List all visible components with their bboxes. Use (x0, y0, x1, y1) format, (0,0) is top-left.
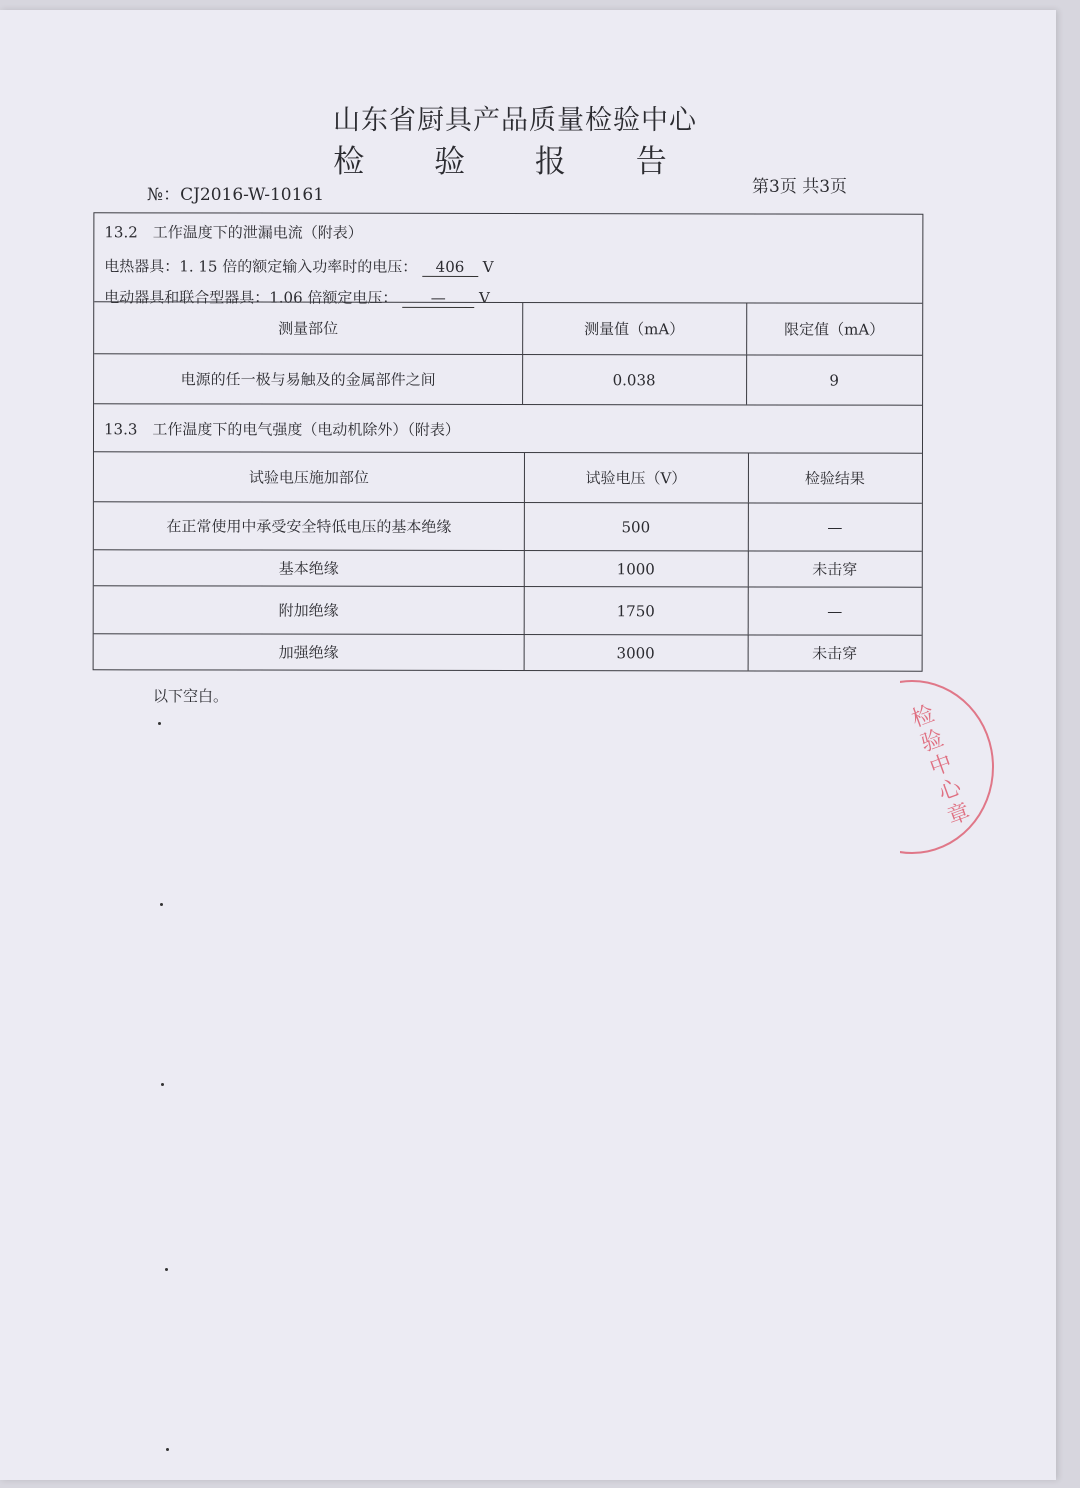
col-header-limit: 限定值（mA） (784, 320, 885, 339)
line2-unit: V (478, 288, 490, 307)
row-voltage: 1750 (616, 601, 655, 620)
report-table (93, 212, 924, 671)
section-13-3-heading: 13.3 工作温度下的电气强度（电动机除外）（附表） (104, 420, 460, 439)
table-row (94, 501, 922, 550)
org-name: 山东省厨具产品质量检验中心 (333, 105, 697, 136)
binder-mark (166, 1448, 169, 1451)
col-header-result: 检验结果 (804, 469, 865, 488)
section-13-3-heading-row (94, 403, 922, 452)
binder-mark (158, 722, 161, 725)
col-header-voltage: 试验电压（V） (585, 469, 687, 488)
table-row (94, 585, 922, 634)
col-header-measured: 测量值（mA） (584, 320, 685, 339)
table-row (94, 633, 922, 670)
row-part: 电源的任一极与易触及的金属部件之间 (180, 370, 436, 389)
table-header-row (94, 451, 922, 502)
binder-mark (161, 1083, 164, 1086)
table-row (94, 549, 922, 586)
doc-title: 检 验 报 告 (333, 144, 697, 180)
report-number: №：CJ2016-W-10161 (147, 185, 325, 205)
row-part: 加强绝缘 (278, 643, 339, 662)
line2-label: 电动器具和联合型器具：1.06 倍额定电压： (104, 288, 398, 307)
line2-value: — (402, 289, 474, 308)
row-part: 在正常使用中承受安全特低电压的基本绝缘 (166, 517, 452, 536)
section-13-2-heading: 13.2 工作温度下的泄漏电流（附表） (104, 223, 363, 242)
row-limit: 9 (829, 371, 839, 390)
row-voltage: 3000 (616, 643, 655, 662)
table-header-row (94, 301, 922, 354)
line1-value: 406 (422, 258, 478, 277)
report-sheet (0, 10, 1056, 1480)
row-result: 未击穿 (812, 644, 858, 663)
red-seal-stamp (900, 680, 1050, 860)
line1-label: 电热器具：1. 15 倍的额定输入功率时的电压： (104, 257, 418, 276)
row-result: — (827, 518, 843, 537)
col-header-part: 试验电压施加部位 (248, 468, 369, 487)
line1-unit: V (482, 257, 494, 276)
seal-text: 检验中心章 (908, 701, 974, 831)
row-part: 附加绝缘 (278, 601, 339, 620)
page-indicator: 第3页 共3页 (752, 177, 848, 197)
blank-below-note: 以下空白。 (153, 687, 229, 705)
row-measured: 0.038 (612, 370, 656, 389)
row-voltage: 500 (621, 517, 651, 536)
row-voltage: 1000 (616, 559, 655, 578)
section-13-2-line1 (104, 255, 493, 277)
binder-mark (160, 903, 163, 906)
col-header-part: 测量部位 (278, 319, 339, 338)
table-row (94, 353, 922, 404)
binder-mark (165, 1268, 168, 1271)
row-result: 未击穿 (812, 560, 858, 579)
row-part: 基本绝缘 (278, 559, 339, 578)
row-result: — (827, 602, 843, 621)
